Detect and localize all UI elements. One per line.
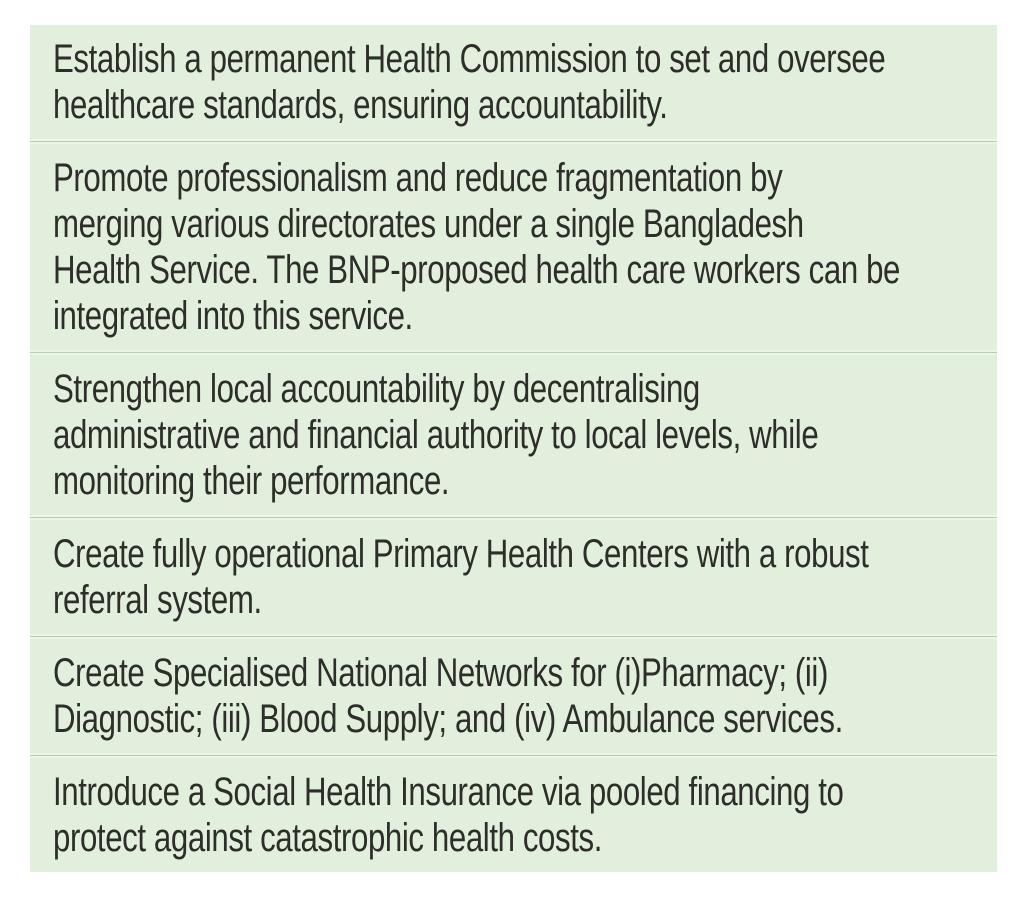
recommendations-table: [30, 25, 997, 872]
table-row: [30, 639, 997, 753]
row-text-line: monitoring their performance.: [53, 459, 450, 503]
row-text-line: Create fully operational Primary Health Centers with a robust: [53, 532, 869, 576]
row-text-line: Create Specialised National Networks for (i)Pharmacy; (ii): [53, 651, 828, 695]
row-text-line: Diagnostic; (iii) Blood Supply; and (iv) Ambulance services.: [53, 697, 843, 741]
row-text-line: integrated into this service.: [53, 294, 413, 338]
row-text-line: Introduce a Social Health Insurance via pooled financing to: [53, 770, 844, 814]
table-row: [30, 144, 997, 350]
table-row: [30, 758, 997, 872]
table-row: [30, 520, 997, 634]
row-text-line: Promote professionalism and reduce fragmentation by: [53, 156, 783, 200]
row-text-line: protect against catastrophic health costs.: [53, 816, 602, 860]
row-text-line: Health Service. The BNP-proposed health care workers can be: [53, 248, 900, 292]
table-row: [30, 355, 997, 515]
row-text-line: merging various directorates under a single Bangladesh: [53, 202, 804, 246]
row-text-line: referral system.: [53, 578, 262, 622]
row-text-line: administrative and financial authority to local levels, while: [53, 413, 819, 457]
row-text-line: healthcare standards, ensuring accountability.: [53, 83, 668, 127]
row-text-line: Strengthen local accountability by decentralising: [53, 367, 700, 411]
table-row: [30, 25, 997, 139]
row-text-line: Establish a permanent Health Commission to set and oversee: [53, 37, 886, 81]
